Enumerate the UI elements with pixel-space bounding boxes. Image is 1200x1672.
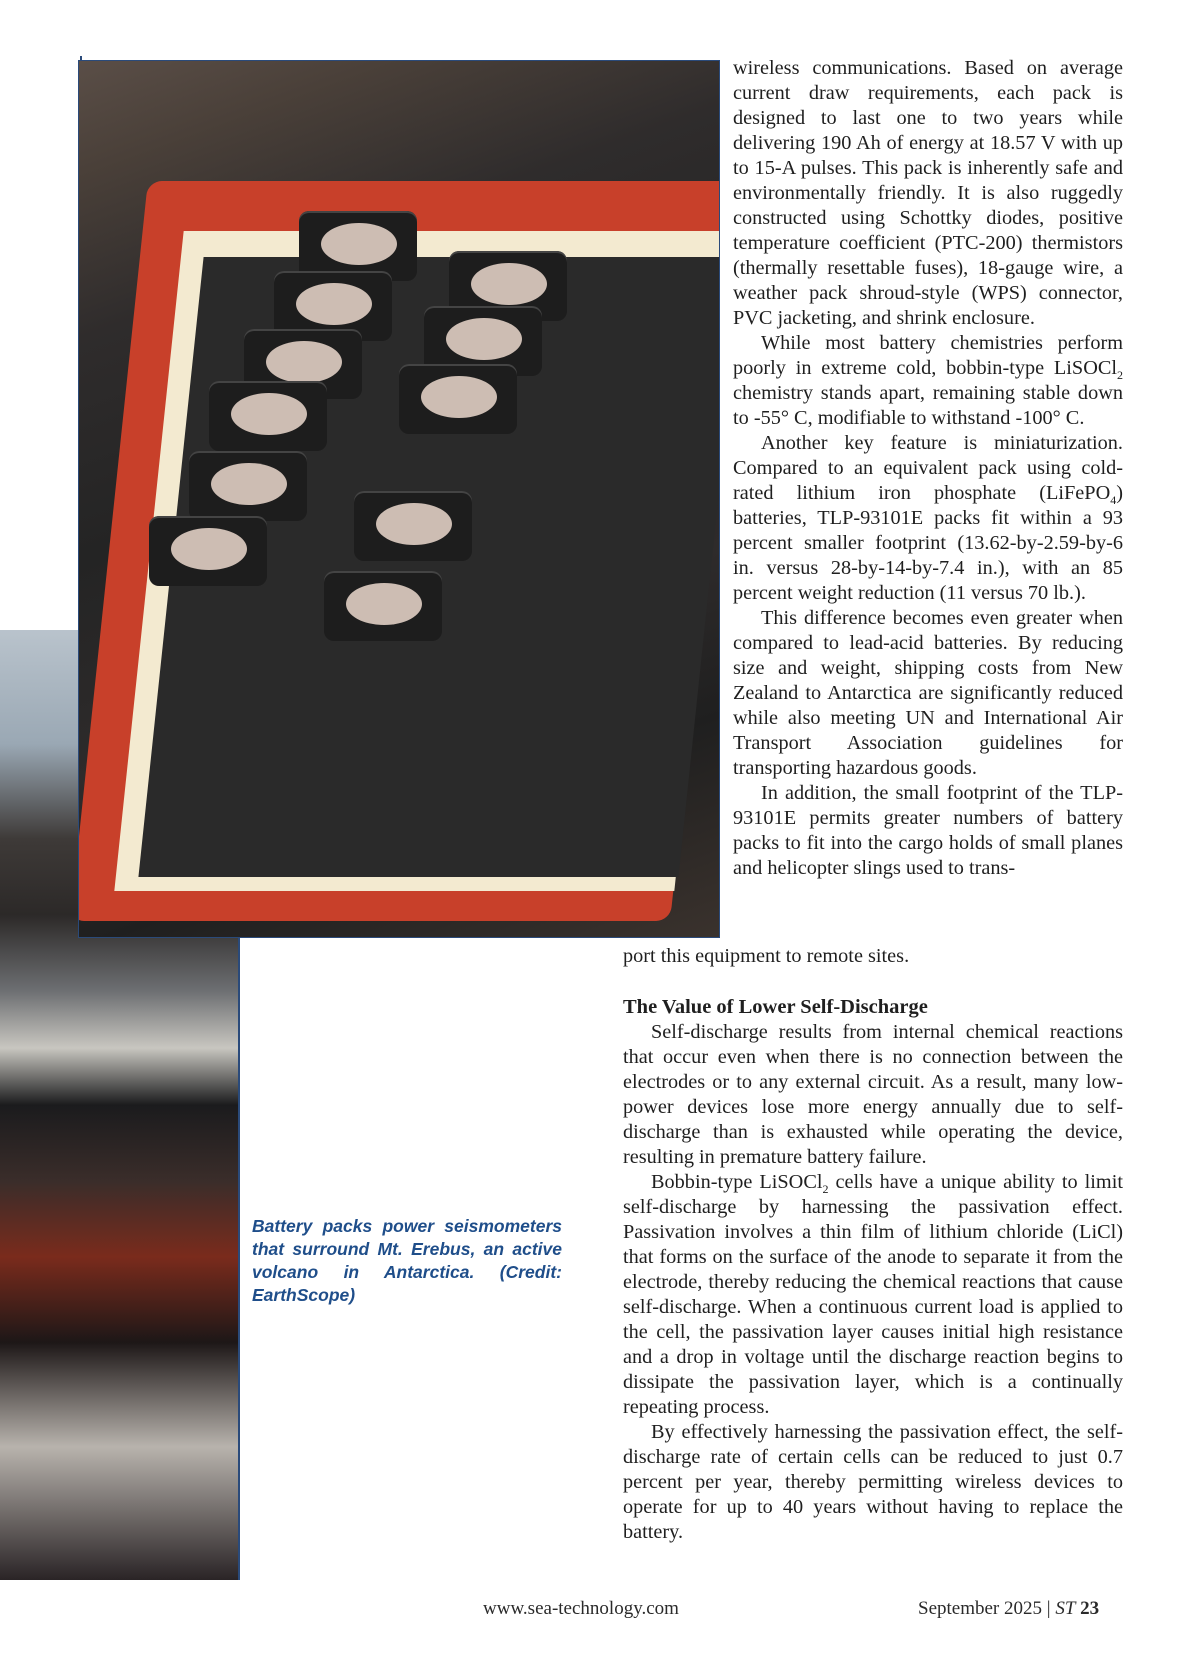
paragraph: wireless communications. Based on average current draw requirements, each pack is designed to last one to two years while delivering 190 Ah of energy at 18.57 V with up to 15-A pulses. This pack is inherently safe and environmentally friendly. It is also ruggedly constructed using Schottky diodes, positive temperature coefficient (PTC-200) thermistors (thermally resettable fuses), 18-gauge wire, a weather pack shroud-style (WPS) connector, PVC jacketing, and shrink enclosure.	[733, 57, 1123, 329]
paragraph: Bobbin-type LiSOCl$_2$ cells have a unique ability to limit self-discharge by harnessing the passivation effect. Passivation involves a thin film of lithium chloride (LiCl) that forms on the surface of the anode to separate it from the electrode, thereby reducing the chemical reactions that cause self-discharge. When a continuous current load is applied to the cell, the passivation layer causes initial high resistance and a drop in voltage until the discharge reaction begins to dissipate the passivation layer, which is a continually repeating process.	[623, 1171, 1123, 1418]
photo-caption: Battery packs power seismometers that surround Mt. Erebus, an active volcano in Antarctica. (Credit: EarthScope)	[252, 1216, 562, 1305]
section-heading: The Value of Lower Self-Discharge	[623, 996, 928, 1018]
body-column-lower	[623, 995, 1123, 1545]
battery-cell	[149, 516, 267, 586]
paragraph: Another key feature is miniaturization. Compared to an equivalent pack using cold-rated lithium iron phosphate (LiFePO$_4$) batteries, TLP-93101E packs fit within a 93 percent smaller footprint (13.62-by-2.59-by-6 in. versus 28-by-14-by-7.4 in.), with an 85 percent weight reduction (11 versus 70 lb.).	[733, 432, 1123, 604]
footer-url[interactable]: www.sea-technology.com	[483, 1598, 679, 1619]
battery-cell	[209, 381, 327, 451]
left-photo-top	[0, 56, 82, 634]
page-number: 23	[1080, 1598, 1100, 1619]
paragraph: Self-discharge results from internal chemical reactions that occur even when there is no connection between the electrodes or to any external circuit. As a result, many low-power devices lose more energy annually due to self-discharge than is exhausted while operating the device, resulting in premature battery failure.	[623, 1021, 1123, 1168]
body-column-right	[733, 56, 1123, 881]
paragraph: This difference becomes even greater when compared to lead-acid batteries. By reducing size and weight, shipping costs from New Zealand to Antarctica are significantly reduced while also meeting UN and International Air Transport Association guidelines for transporting hazardous goods.	[733, 607, 1123, 779]
battery-cell	[354, 491, 472, 561]
battery-cell	[399, 364, 517, 434]
paragraph: By effectively harnessing the passivation effect, the self-discharge rate of certain cells can be reduced to just 0.7 percent per year, thereby permitting wireless devices to operate for up to 40 years without having to replace the battery.	[623, 1421, 1123, 1543]
footer-issue: September 2025 | ST 23	[918, 1598, 1100, 1619]
paragraph: In addition, the small footprint of the TLP-93101E permits greater numbers of battery packs to fit into the cargo holds of small planes and helicopter slings used to trans-	[733, 782, 1123, 879]
paragraph: While most battery chemistries perform poorly in extreme cold, bobbin-type LiSOCl$_2$ chemistry stands apart, remaining stable down to -55° C, modifiable to withstand -100° C.	[733, 332, 1123, 429]
paragraph: port this equipment to remote sites.	[623, 945, 910, 967]
battery-case-photo	[78, 60, 720, 938]
battery-cell	[324, 571, 442, 641]
body-column-continuation	[623, 944, 1123, 969]
battery-cell	[189, 451, 307, 521]
